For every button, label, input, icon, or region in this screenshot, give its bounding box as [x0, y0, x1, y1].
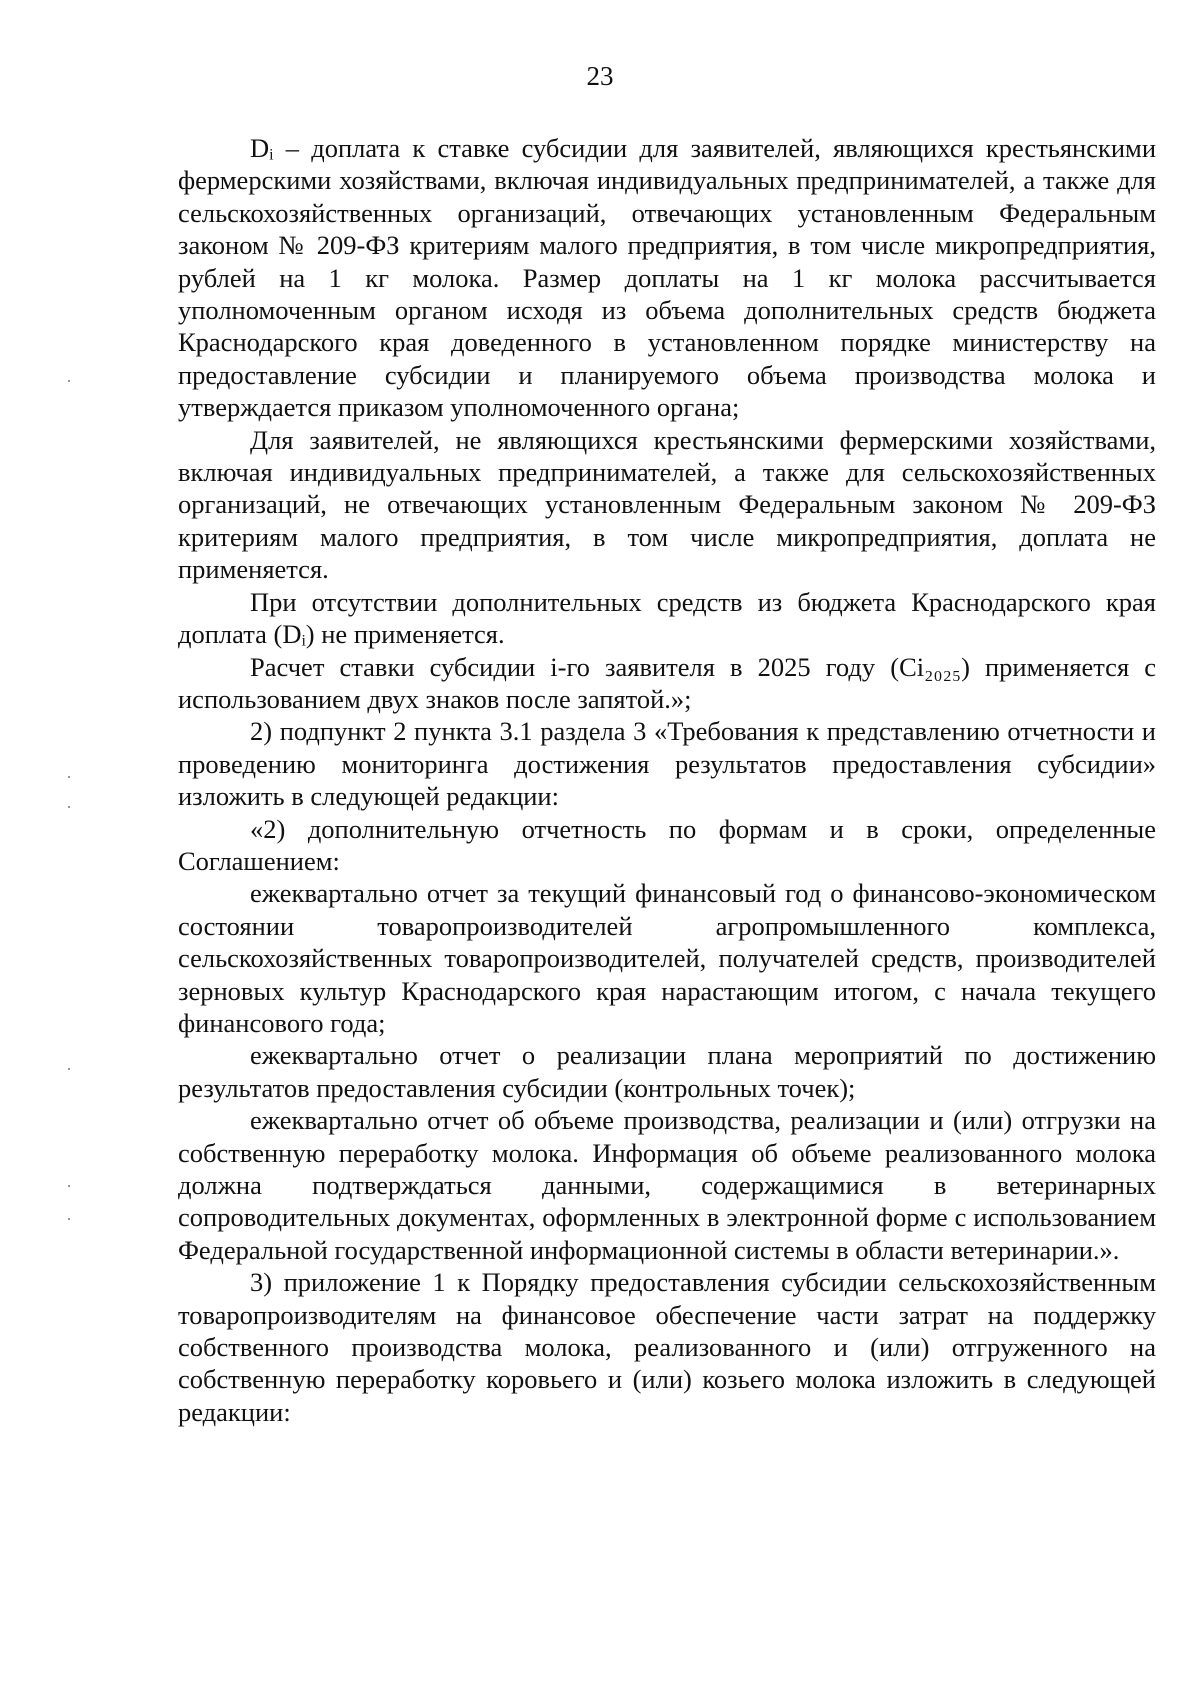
paragraph-rate-calculation: Расчет ставки субсидии i-го заявителя в 2025 году (Ci₂₀₂₅) применяется с использованием двух знаков после запятой.»; [178, 651, 1156, 714]
paragraph-di-definition: Dᵢ – доплата к ставке субсидии для заявителей, являющихся крестьянскими фермерскими хозяйствами, включая индивидуальных предпринимателей, а также для сельскохозяйственных организаций, отвечающих установленным Федеральным законом № 209-ФЗ критериям малого предприятия, в том числе микропредприятия, рублей на 1 кг молока. Размер доплаты на 1 кг молока рассчитывается уполномоченным органом исходя из объема дополнительных средств бюджета Краснодарского края доведенного в установленном порядке министерству на предоставление субсидии и планируемого объема производства молока и утверждается приказом уполномоченного органа; [178, 133, 1156, 423]
scan-speck [68, 776, 70, 778]
scan-speck [68, 1218, 70, 1220]
paragraph-not-applicable: Для заявителей, не являющихся крестьянскими фермерскими хозяйствами, включая индивидуальных предпринимателей, а также для сельскохозяйственных организаций, не отвечающих установленным Федеральным законом № 209-ФЗ критериям малого предприятия, в том числе микропредприятия, доплата не применяется. [178, 424, 1156, 585]
paragraph-additional-reporting: «2) дополнительную отчетность по формам и в сроки, определенные Соглашением: [178, 813, 1156, 876]
scan-speck [68, 380, 70, 382]
page-number: 23 [586, 61, 614, 91]
paragraph-subitem-2: 2) подпункт 2 пункта 3.1 раздела 3 «Требования к представлению отчетности и проведению мониторинга достижения результатов предоставления субсидии» изложить в следующей редакции: [178, 716, 1156, 812]
paragraph-no-extra-funds: При отсутствии дополнительных средств из бюджета Краснодарского края доплата (Dᵢ) не применяется. [178, 586, 1156, 650]
scan-speck [68, 1068, 70, 1070]
paragraph-quarterly-plan-report: ежеквартально отчет о реализации плана мероприятий по достижению результатов предоставления субсидии (контрольных точек); [178, 1040, 1156, 1103]
scan-speck [68, 806, 70, 808]
paragraph-quarterly-milk-report: ежеквартально отчет об объеме производства, реализации и (или) отгрузки на собственную переработку молока. Информация об объеме реализованного молока должна подтверждаться данными, содержащимися в ветеринарных сопроводительных документах, оформленных в электронной форме с использованием Федеральной государственной информационной системы в области ветеринарии.». [178, 1105, 1156, 1265]
scan-speck [68, 1185, 70, 1187]
paragraph-quarterly-financial-report: ежеквартально отчет за текущий финансовый год о финансово-экономическом состоянии товаропроизводителей агропромышленного комплекса, сельскохозяйственных товаропроизводителей, получателей средств, производителей зерновых культур Краснодарского края нарастающим итогом, с начала текущего финансового года; [178, 878, 1156, 1038]
document-body [178, 132, 1156, 1428]
paragraph-appendix-1: 3) приложение 1 к Порядку предоставления субсидии сельскохозяйственным товаропроизводителям на финансовое обеспечение части затрат на поддержку собственного производства молока, реализованного и (или) отгруженного на собственную переработку коровьего и (или) козьего молока изложить в следующей редакции: [178, 1267, 1156, 1427]
